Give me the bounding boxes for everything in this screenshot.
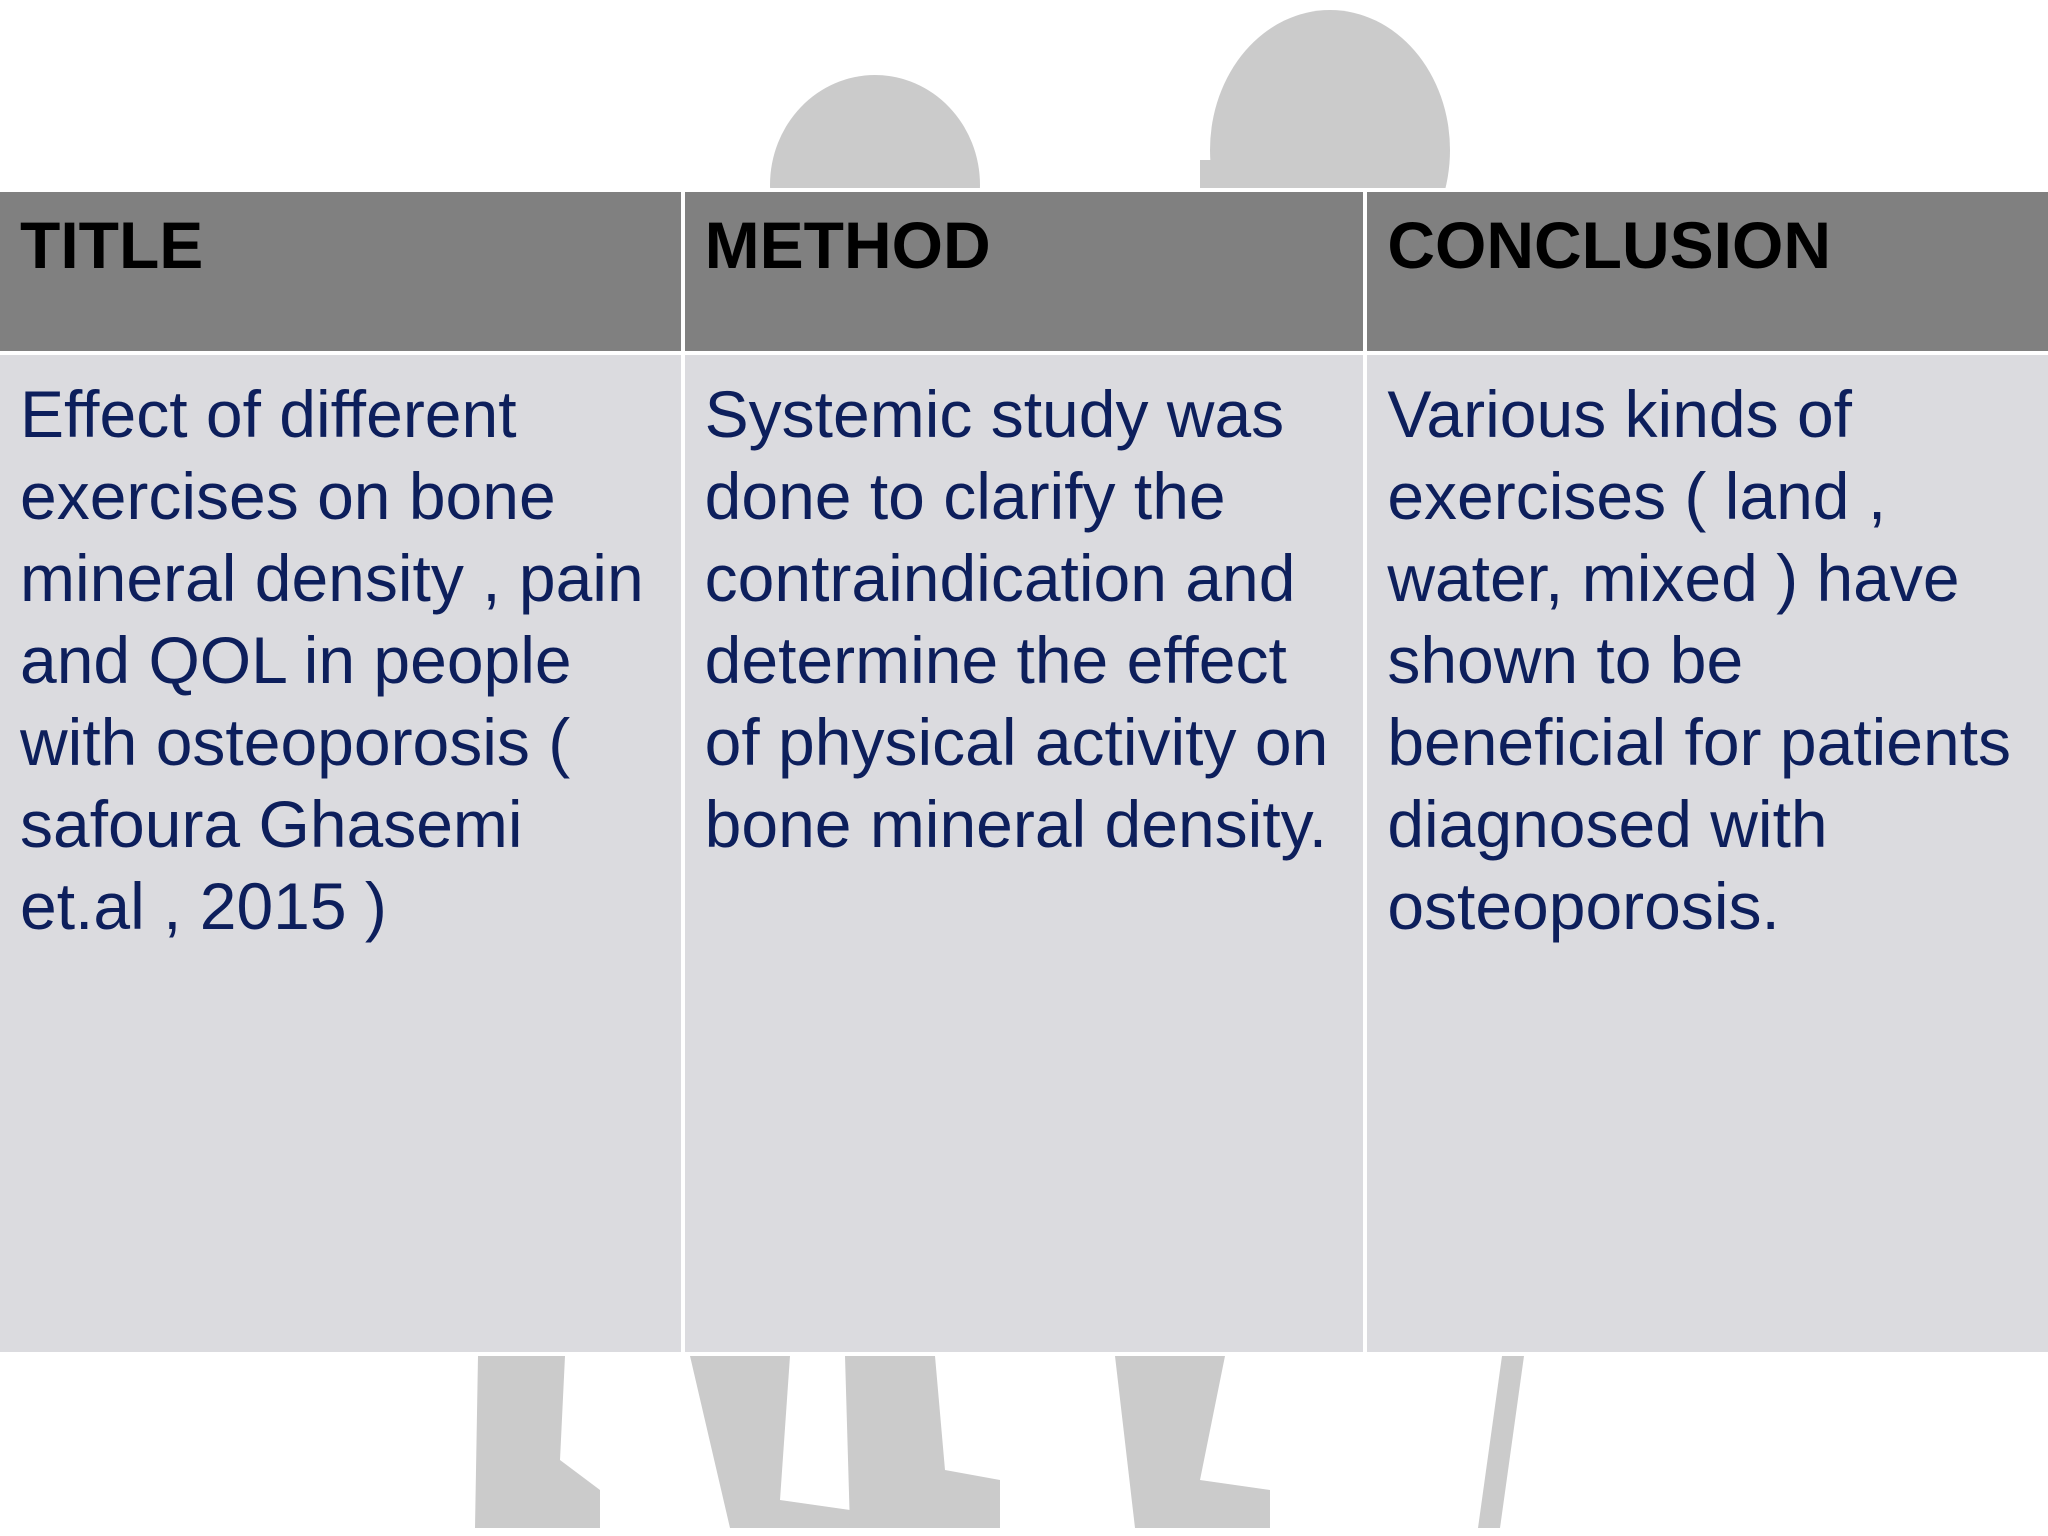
cell-conclusion: Various kinds of exercises ( land , water, mixed ) have shown to be beneficial for patients diagnosed with osteoporosis. bbox=[1365, 353, 2048, 1354]
table-row bbox=[0, 353, 2048, 1354]
cell-method: Systemic study was done to clarify the contraindication and determine the effect of physical activity on bone mineral density. bbox=[683, 353, 1366, 1354]
literature-review-table bbox=[0, 188, 2048, 1356]
header-method: METHOD bbox=[683, 190, 1366, 353]
header-title: TITLE bbox=[0, 190, 683, 353]
table-header-row bbox=[0, 190, 2048, 353]
cell-title: Effect of different exercises on bone mineral density , pain and QOL in people with osteoporosis ( safoura Ghasemi et.al , 2015 ) bbox=[0, 353, 683, 1354]
header-conclusion: CONCLUSION bbox=[1365, 190, 2048, 353]
